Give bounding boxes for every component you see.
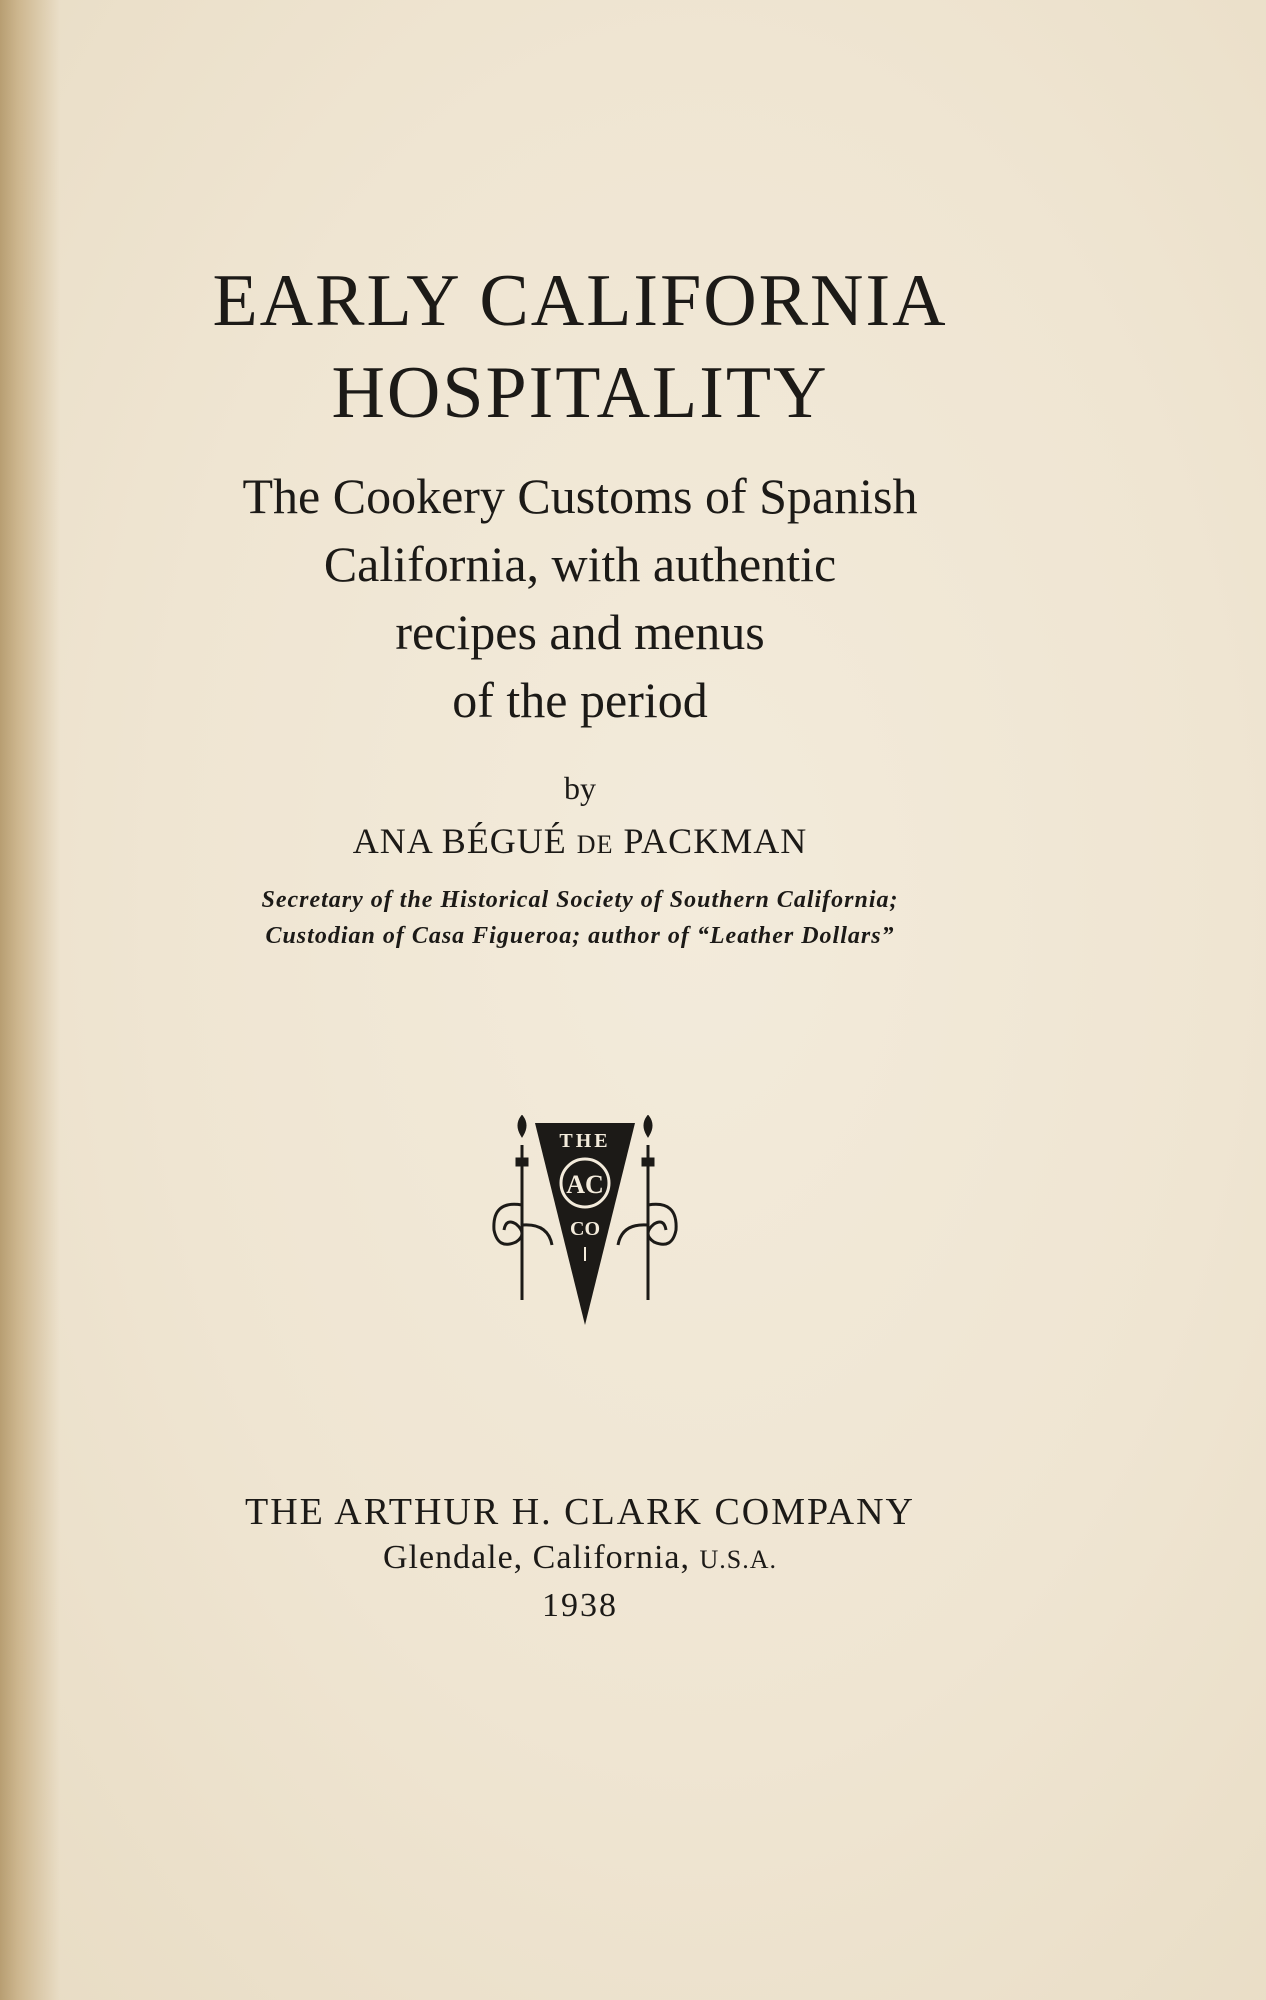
by-line: by — [564, 770, 596, 806]
logo-monogram: AC — [566, 1170, 604, 1199]
publisher-place — [80, 1536, 1080, 1582]
subtitle-line-1: The Cookery Customs of Spanish — [242, 468, 918, 524]
author-name-first: ANA BÉGUÉ — [352, 821, 567, 861]
subtitle-line-3: recipes and menus — [395, 604, 765, 660]
publisher-country: U.S.A. — [699, 1545, 778, 1574]
publisher-logo-icon — [490, 1115, 680, 1335]
book-title — [80, 255, 1080, 439]
author-affiliation — [80, 882, 1080, 954]
book-subtitle — [80, 462, 1080, 734]
affiliation-line-2: Custodian of Casa Figueroa; author of “Leather Dollars” — [265, 923, 895, 949]
title-line-2: HOSPITALITY — [331, 352, 829, 434]
author-name — [80, 818, 1080, 868]
affiliation-line-1: Secretary of the Historical Society of Southern California; — [261, 887, 899, 913]
logo-top-text: THE — [559, 1130, 611, 1152]
logo-bottom-text: CO — [570, 1218, 600, 1240]
spine-shadow — [0, 0, 60, 2000]
author-name-last: PACKMAN — [623, 821, 808, 861]
title-line-1: EARLY CALIFORNIA — [212, 260, 948, 342]
publisher-name: THE ARTHUR H. CLARK COMPANY — [245, 1491, 915, 1533]
publication-year: 1938 — [542, 1587, 618, 1624]
publisher-city: Glendale, California, — [382, 1539, 691, 1576]
subtitle-line-2: California, with authentic — [323, 536, 837, 592]
subtitle-line-4: of the period — [452, 672, 708, 728]
author-name-particle: DE — [576, 830, 614, 859]
